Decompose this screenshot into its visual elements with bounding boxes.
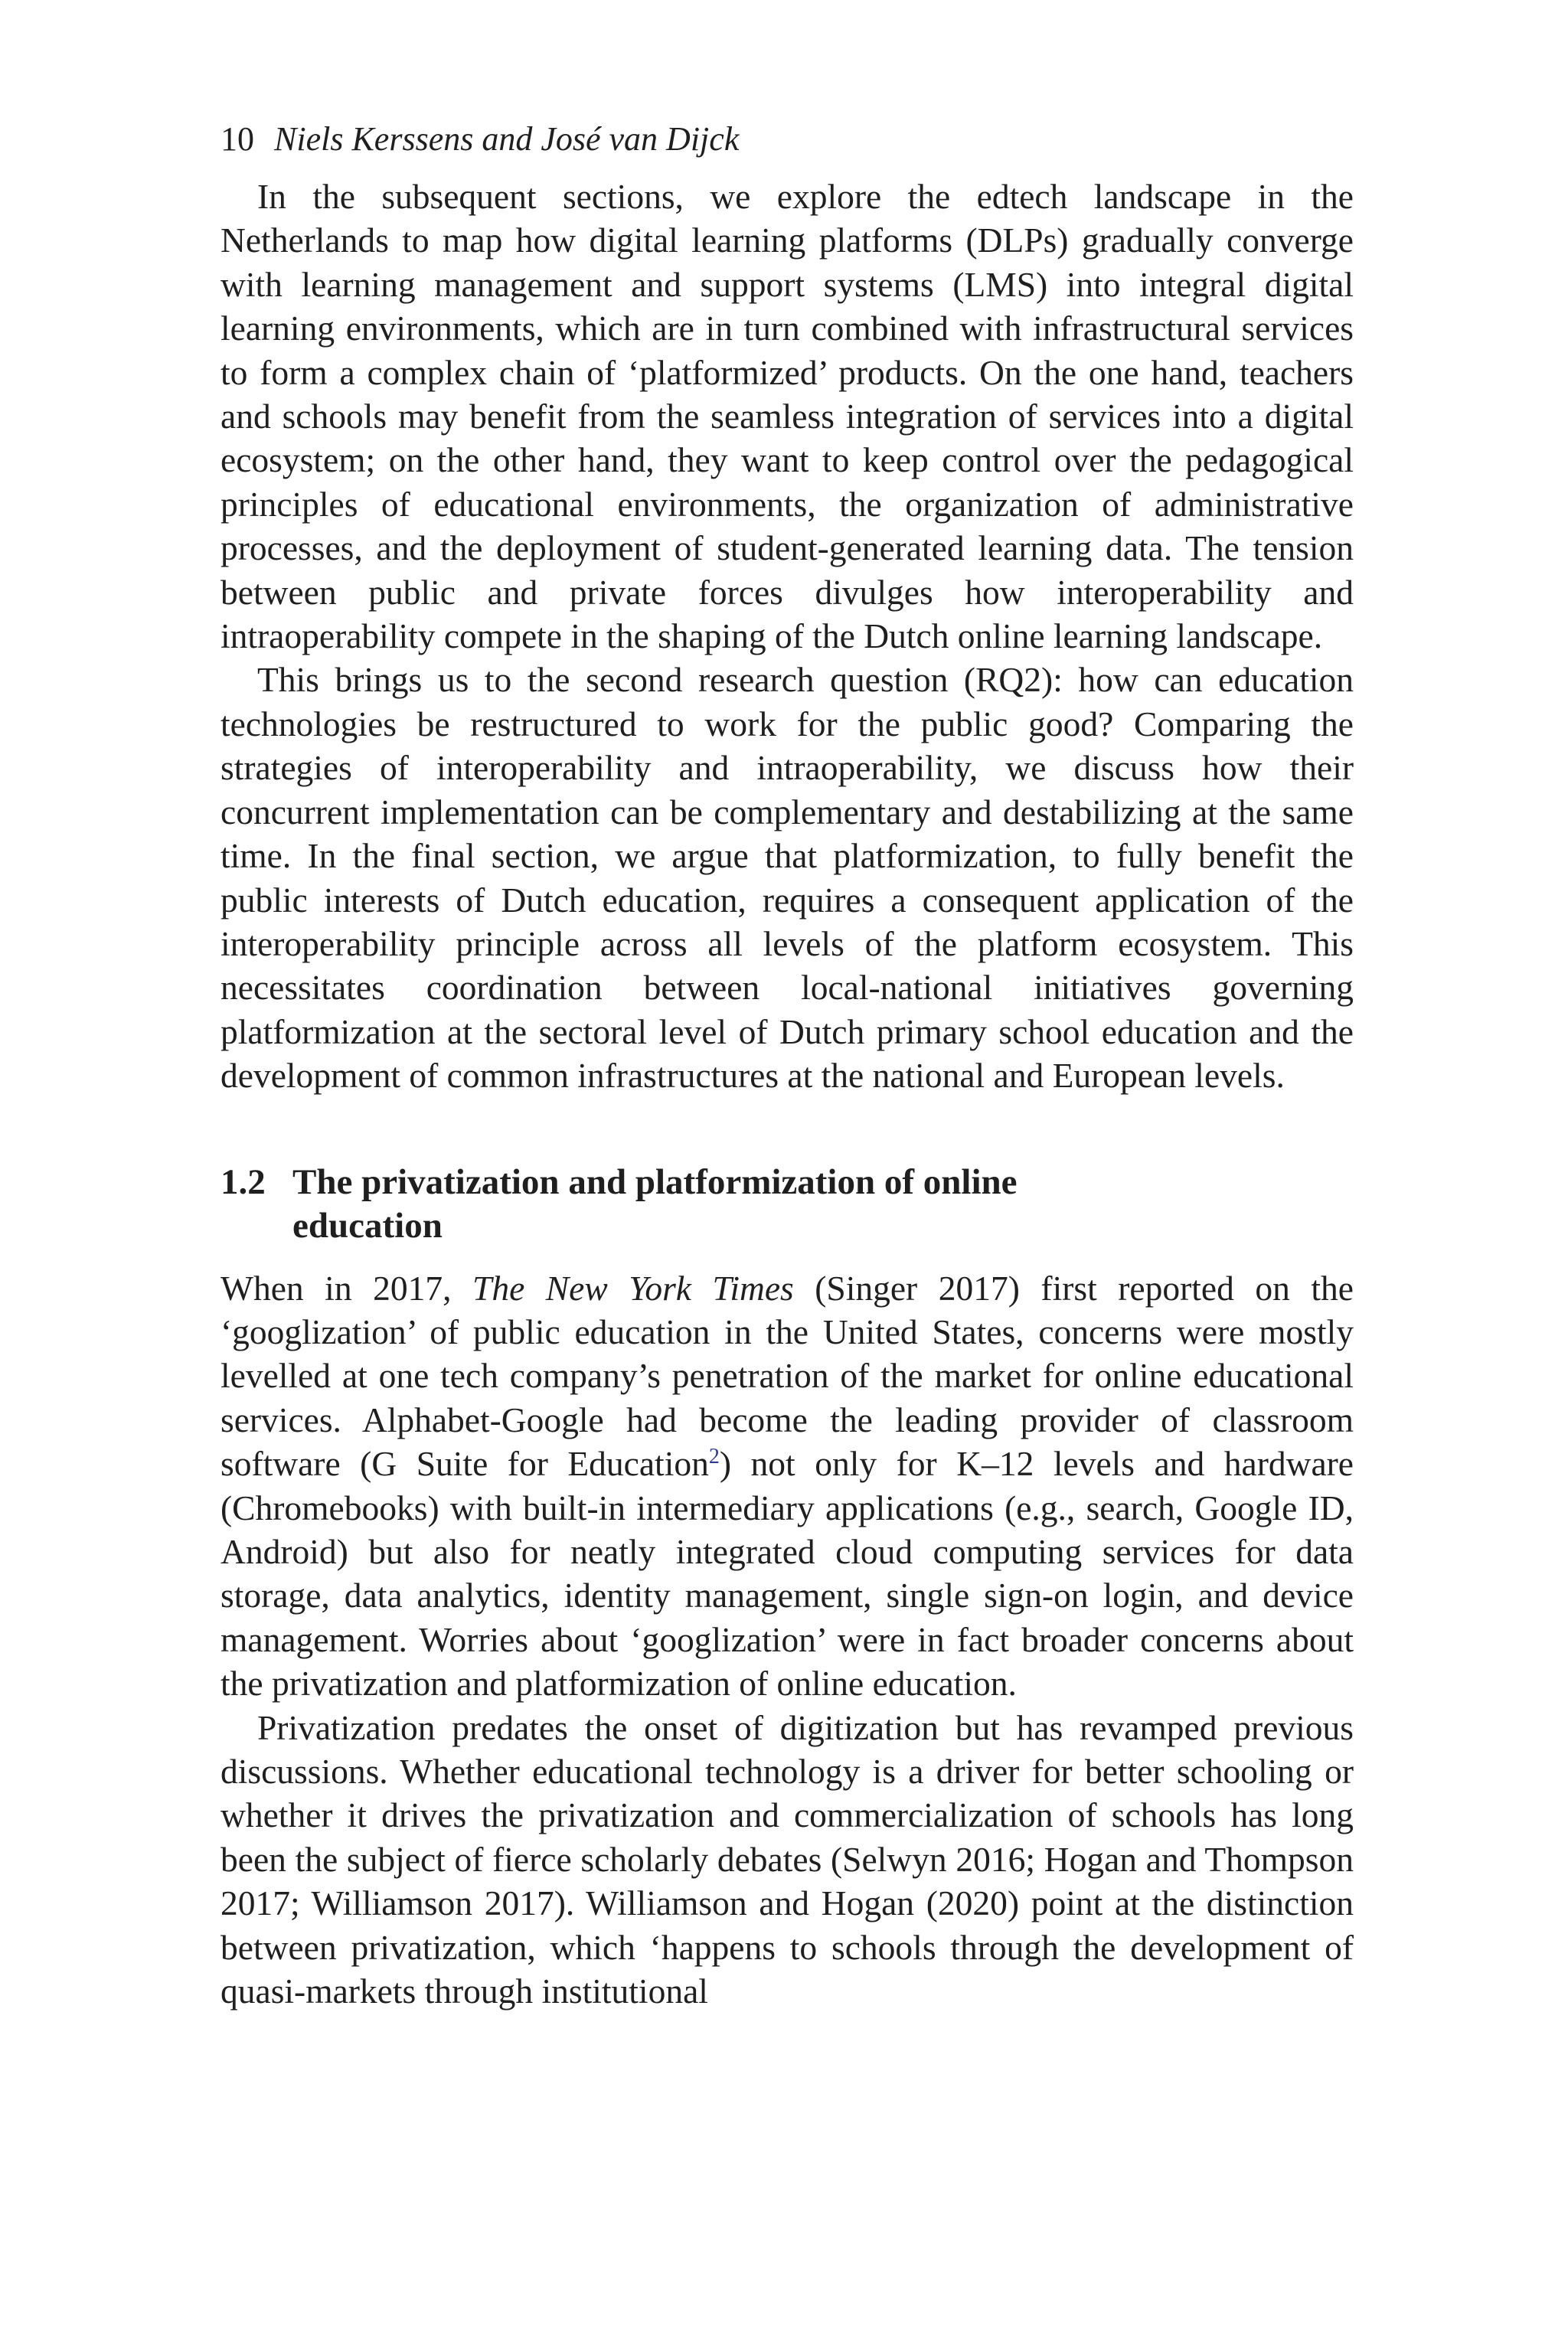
running-head-authors: Niels Kerssens and José van Dijck — [274, 120, 740, 158]
section-heading — [220, 1161, 1354, 1248]
googlization-text-end: ) not only for K–12 levels and hardware (Chromebooks) with built-in intermediary applications (e.g., search, Google ID, Android) but also for neatly integrated cloud computing services for data storage, data analytics, identity management, single sign-on login, and device management. Worries about ‘googlization’ were in fact broader concerns about the privatization and platformization of online education. — [220, 1444, 1354, 1704]
paragraph-research-question-2: This brings us to the second research question (RQ2): how can education technologies be restructured to work for the public good? Comparing the strategies of interoperability and intraoperability, we discuss how their concurrent implementation can be complementary and destabilizing at the same time. In the final section, we argue that platformization, to fully benefit the public interests of Dutch education, requires a consequent application of the interoperability principle across all levels of the platform ecosystem. This necessitates coordination between local-national initiatives governing platformization at the sectoral level of Dutch primary school education and the development of common infrastructures at the national and European levels. — [220, 660, 1354, 1096]
book-page — [220, 115, 1354, 2013]
running-head — [220, 115, 1354, 164]
googlization-text-start: When in 2017, — [220, 1268, 473, 1308]
section-title: The privatization and platformization of online education — [292, 1161, 1018, 1246]
page-number: 10 — [220, 120, 254, 158]
paragraph-googlization — [220, 1266, 1354, 1706]
footnote-marker[interactable]: 2 — [708, 1445, 720, 1468]
googlization-text-middle: (Singer 2017) first reported on the ‘googlization’ of public education in the United States, concerns were mostly levelled at one tech company’s penetration of the market for online educational services. Alphabet-Google had become the leading provider of classroom software (G Suite for Education — [220, 1268, 1354, 1484]
paragraph-edtech-landscape: In the subsequent sections, we explore the edtech landscape in the Netherlands to map how digital learning platforms (DLPs) gradually converge with learning management and support systems (LMS) into integral digital learning environments, which are in turn combined with infrastructural services to form a complex chain of ‘platformized’ products. On the one hand, teachers and schools may benefit from the seamless integration of services into a digital ecosystem; on the other hand, they want to keep control over the pedagogical principles of educational environments, the organization of administrative processes, and the deployment of student-generated learning data. The tension between public and private forces divulges how interoperability and intraoperability compete in the shaping of the Dutch online learning landscape. — [220, 177, 1354, 656]
paragraph-privatization: Privatization predates the onset of digitization but has revamped previous discussions. Whether educational technology is a driver for better schooling or whether it drives the privatization and commercialization of schools has long been the subject of fierce scholarly debates (Selwyn 2016; Hogan and Thompson 2017; Williamson 2017). Williamson and Hogan (2020) point at the distinction between privatization, which ‘happens to schools through the development of quasi-markets through institutional — [220, 1707, 1354, 2011]
newspaper-title: The New York Times — [472, 1268, 794, 1308]
section-number: 1.2 — [220, 1161, 266, 1202]
